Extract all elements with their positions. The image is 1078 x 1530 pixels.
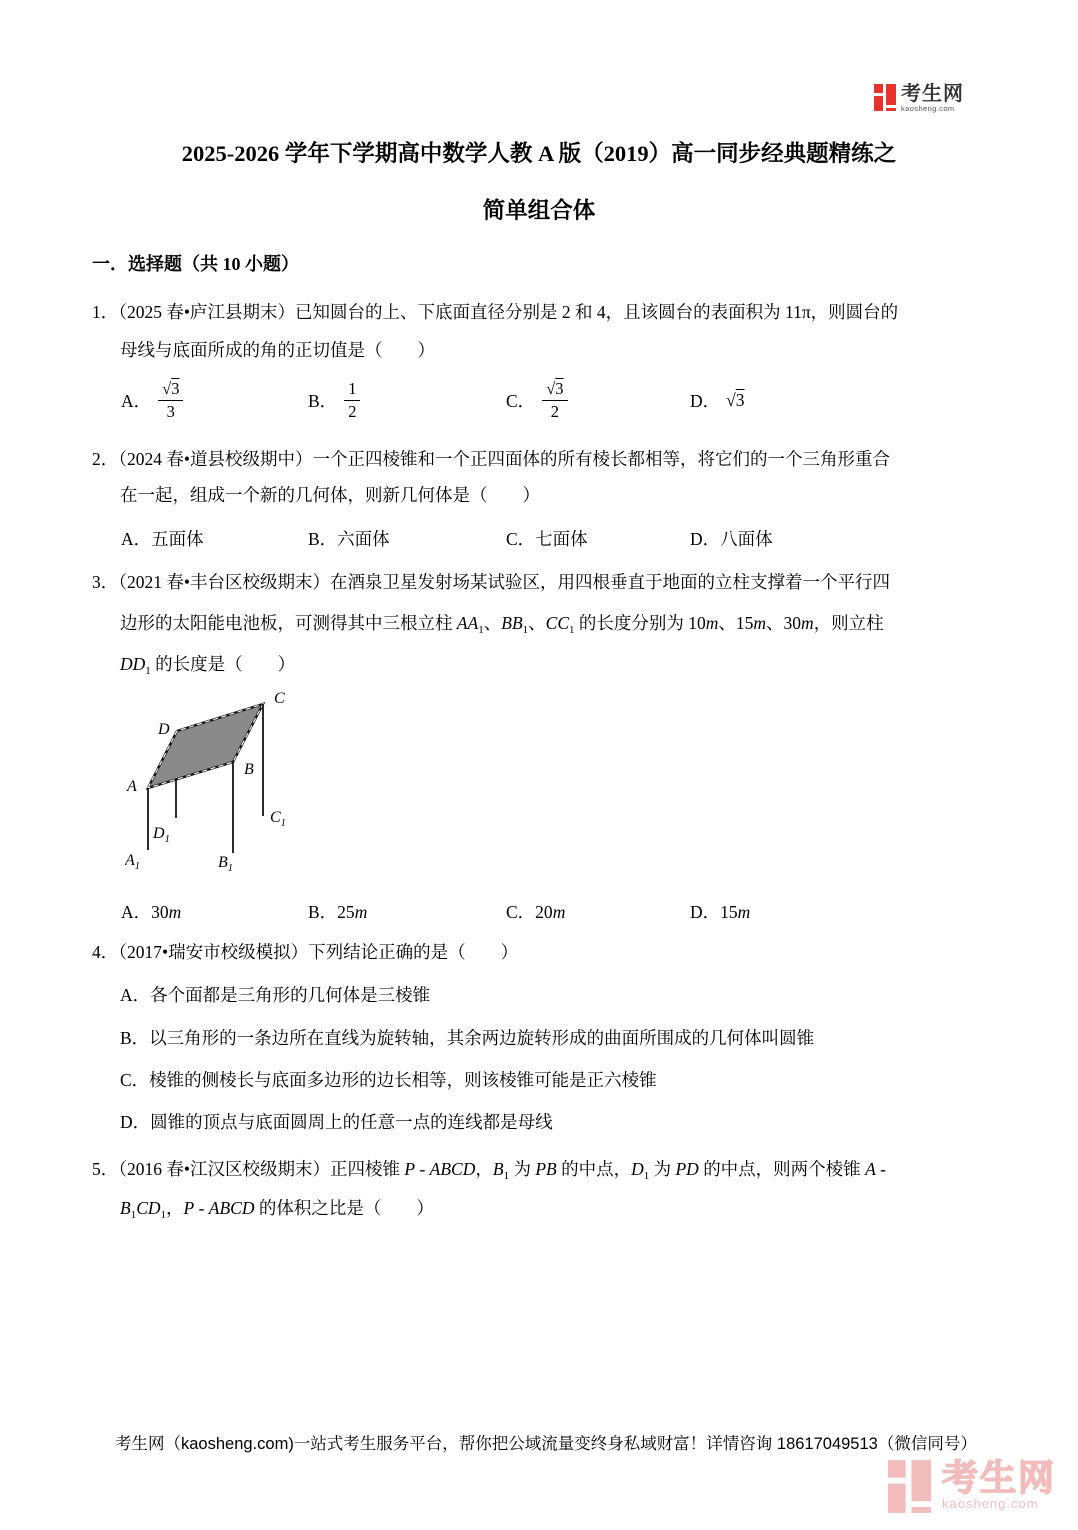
q2-option-c: C．七面体 (506, 529, 588, 549)
q4-option-a: A．各个面都是三角形的几何体是三棱锥 (120, 985, 431, 1005)
q3-option-b: B．25m (308, 902, 368, 922)
page-title-line1: 2025-2026 学年下学期高中数学人教 A 版（2019）高一同步经典题精练之 (181, 141, 897, 166)
watermark-brand-name: 考生网 (942, 1457, 1057, 1498)
vertex-label-A: A (127, 778, 137, 795)
radical-sign: √ (162, 378, 172, 398)
brand-watermark-texts (942, 1457, 1057, 1511)
q1-option-d-label: D． (690, 390, 721, 411)
brand-logo-icon (874, 84, 897, 111)
radical-sign: √ (726, 389, 736, 410)
q3-line2: 边形的太阳能电池板，可测得其中三根立柱 $AA_1$、$BB_1$、$CC_1$ 的长度分别为 10m、15m、30m，则立柱 (120, 613, 884, 636)
q1-option-c-denominator: 2 (542, 400, 567, 422)
brand-watermark (888, 1457, 1057, 1513)
q1-option-d (690, 372, 745, 428)
q1-option-b-numerator: 1 (348, 378, 357, 398)
q1-option-b-label: B． (308, 390, 338, 411)
brand-domain: kaosheng.com (901, 104, 955, 113)
q4-option-d: D．圆锥的顶点与底面圆周上的任意一点的连线都是母线 (120, 1112, 553, 1132)
q5-line1: 5．（2016 春•江汉区校级期末）正四棱锥 P - ABCD，$B_1$ 为 PB 的中点，$D_1$ 为 PD 的中点，则两个棱锥 A - (92, 1159, 886, 1182)
brand-logo-texts (901, 84, 964, 113)
q2-line2: 在一起，组成一个新的几何体，则新几何体是（ ） (120, 485, 540, 505)
q1-option-a-fraction (158, 379, 183, 422)
q1-option-a (121, 372, 183, 428)
q1-option-a-label: A． (121, 390, 152, 411)
q4-option-c: C．棱锥的侧棱长与底面多边形的边长相等，则该棱锥可能是正六棱锥 (120, 1070, 657, 1090)
q3-option-c: C．20m (506, 902, 566, 922)
vertex-label-B: B (244, 761, 254, 778)
q1-option-c-label: C． (506, 390, 536, 411)
q1-option-d-value (726, 390, 744, 411)
vertex-label-D: D (158, 721, 170, 738)
q3-option-d: D．15m (690, 902, 751, 922)
q1-option-a-denominator: 3 (158, 400, 183, 422)
brand-watermark-icon (888, 1460, 933, 1513)
q1-option-c-fraction (542, 379, 567, 422)
q1-option-b-fraction (344, 379, 360, 422)
brand-logo (874, 84, 964, 113)
vertex-label-A1: $A_1$ (125, 852, 141, 872)
q2-option-d: D．八面体 (690, 529, 773, 549)
q1-line2: 母线与底面所成的角的正切值是（ ） (120, 340, 435, 360)
q2-line1: 2．（2024 春•道县校级期中）一个正四棱锥和一个正四面体的所有棱长都相等，将它们的一个三角形重合 (92, 449, 890, 469)
q4-line1: 4．（2017•瑞安市校级模拟）下列结论正确的是（ ） (92, 942, 519, 962)
q3-figure-parallelogram-pillars (125, 688, 310, 888)
vertex-label-C1: $C_1$ (270, 809, 286, 829)
q3-option-a: A．30m (121, 902, 182, 922)
q1-option-c-radicand: 3 (555, 378, 564, 398)
vertex-label-D1: $D_1$ (153, 825, 170, 845)
brand-name: 考生网 (901, 83, 964, 105)
q2-option-a: A．五面体 (121, 529, 204, 549)
q3-line1: 3．（2021 春•丰台区校级期末）在酒泉卫星发射场某试验区，用四根垂直于地面的立柱支撑着一个平行四 (92, 572, 890, 592)
radical-sign: √ (546, 378, 556, 398)
q1-option-c (506, 372, 568, 428)
vertex-label-C: C (274, 690, 285, 707)
q3-line3: $DD_1$ 的长度是（ ） (120, 654, 296, 677)
q1-option-b (308, 372, 360, 428)
q1-option-b-denominator: 2 (344, 400, 360, 422)
q5-line2: $B_1CD_1$，P - ABCD 的体积之比是（ ） (120, 1198, 434, 1221)
q1-option-a-radicand: 3 (171, 378, 180, 398)
q1-line1: 1．（2025 春•庐江县期末）已知圆台的上、下底面直径分别是 2 和 4，且该圆台的表面积为 11π，则圆台的 (92, 302, 899, 322)
q2-option-b: B．六面体 (308, 529, 390, 549)
vertex-label-B1: $B_1$ (218, 854, 234, 874)
q1-options-row (0, 372, 1078, 428)
q4-option-b: B．以三角形的一条边所在直线为旋转轴，其余两边旋转形成的曲面所围成的几何体叫圆锥 (120, 1028, 815, 1048)
page-title-line2: 简单组合体 (482, 198, 596, 223)
section-heading: 一．选择题（共 10 小题） (92, 254, 299, 274)
watermark-brand-domain: kaosheng.com (942, 1496, 1039, 1511)
footer-text: 考生网（kaosheng.com)一站式考生服务平台，帮你把公域流量变终身私域财富！详情咨询 18617049513（微信同号） (115, 1435, 977, 1453)
q1-option-d-radicand: 3 (735, 389, 745, 410)
